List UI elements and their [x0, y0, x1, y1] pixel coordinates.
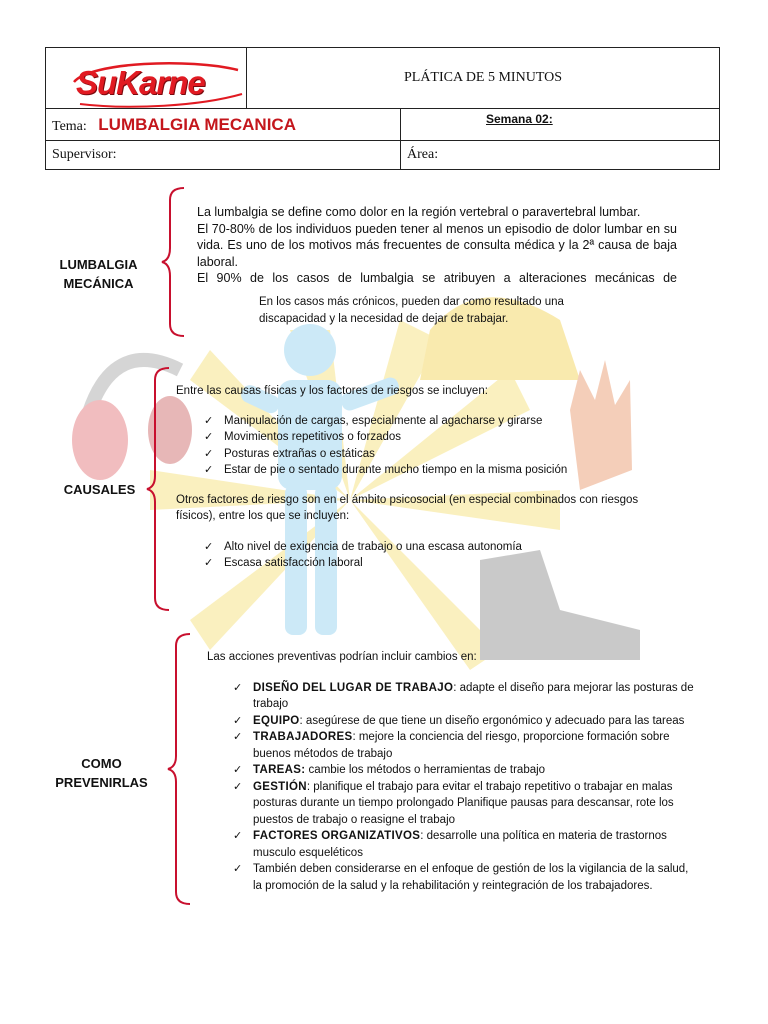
semana-label: Semana 02:: [401, 109, 720, 141]
ear-muffs-icon: [72, 360, 192, 480]
causales-list: [202, 413, 676, 479]
document-title: PLÁTICA DE 5 MINUTOS: [247, 48, 720, 109]
causales-text: [176, 383, 676, 572]
list-item: [231, 779, 697, 829]
label-line: LUMBALGIA: [59, 257, 138, 272]
prevenir-text: [207, 649, 697, 894]
label-line: COMO: [81, 756, 122, 771]
list-item: [231, 713, 697, 730]
causales-list-2: [202, 539, 676, 572]
header-table: [45, 47, 720, 170]
paragraph: La lumbalgia se define como dolor en la región vertebral o paravertebral lumbar.: [197, 205, 641, 219]
item-text: : adapte el diseño para mejorar las posturas de trabajo: [253, 681, 694, 710]
lumbalgia-text: [197, 204, 677, 287]
lumbalgia-section-label: [46, 255, 151, 293]
causales-section-label: CAUSALES: [63, 482, 136, 497]
item-bold: FACTORES ORGANIZATIVOS: [253, 830, 421, 842]
prevenir-list: [231, 680, 697, 895]
item-text: cambie los métodos o herramientas de trabajo: [305, 764, 546, 776]
logo-text: SuKarne: [76, 64, 205, 101]
paragraph: discapacidad y la necesidad de dejar de trabajar.: [259, 312, 509, 325]
tema-label: Tema:: [52, 118, 87, 134]
item-text: : asegúrese de que tiene un diseño ergonómico y adecuado para las tareas: [299, 714, 685, 727]
list-item: ✓ Alto nivel de exigencia de trabajo o una escasa autonomía: [202, 539, 676, 556]
tema-row: [46, 109, 401, 141]
label-line: PREVENIRLAS: [55, 775, 148, 790]
area-label: Área:: [401, 141, 720, 170]
list-item: [231, 828, 697, 861]
item-text: : planifique el trabajo para evitar el trabajo repetitivo o trabajar en malas posturas durante un tiempo prolongado Planifique pausas para descansar, rote los puestos de trabajo o reasigne el trabajo: [253, 780, 674, 826]
section-brace-icon: [160, 186, 186, 338]
list-item: [231, 729, 697, 762]
item-text: : desarrolle una política en materia de trastornos musculo esqueléticos: [253, 830, 667, 859]
label-line: MECÁNICA: [63, 276, 134, 291]
paragraph: En los casos más crónicos, pueden dar como resultado una: [259, 296, 564, 308]
logo-swoosh-icon: [70, 60, 250, 110]
section-brace-icon: [166, 632, 192, 906]
list-item: ✓ Movimientos repetitivos o forzados: [202, 429, 676, 446]
sukarne-logo: [76, 64, 205, 102]
paragraph: Las acciones preventivas podrían incluir cambios en:: [207, 651, 477, 663]
list-item: [231, 762, 697, 779]
lumbalgia-note: [259, 294, 659, 327]
paragraph: El 70-80% de los individuos pueden tener al menos un episodio de dolor lumbar en su vida. Es uno de los motivos más frecuentes de consulta médica y la 2ª causa de baja laboral.: [197, 221, 677, 269]
list-item: [231, 680, 697, 713]
list-item: ✓ Estar de pie o sentado durante mucho tiempo en la misma posición: [202, 462, 676, 479]
list-item: ✓ Posturas extrañas o estáticas: [202, 446, 676, 463]
item-bold: GESTIÓN: [253, 780, 307, 793]
item-bold: TRABAJADORES: [253, 731, 353, 743]
paragraph: Entre las causas físicas y los factores de riesgos se incluyen:: [176, 385, 488, 397]
item-bold: DISEÑO DEL LUGAR DE TRABAJO: [253, 681, 454, 694]
paragraph: Otros factores de riesgo son en el ámbito psicosocial (en especial combinados con riesgos físicos), entre los que se incluyen:: [176, 493, 639, 522]
item-bold: TAREAS:: [253, 764, 306, 776]
tema-value: LUMBALGIA MECANICA: [98, 114, 296, 134]
section-brace-icon: [145, 366, 171, 612]
paragraph: El 90% de los casos de lumbalgia se atribuyen a alteraciones mecánicas de: [197, 271, 677, 285]
prevenir-section-label: [44, 754, 159, 792]
item-text: : mejore la conciencia del riesgo, proporcione formación sobre buenos métodos de trabajo: [253, 731, 670, 760]
item-bold: EQUIPO: [253, 714, 300, 727]
list-item: [231, 861, 697, 894]
list-item: ✓ Escasa satisfacción laboral: [202, 555, 676, 572]
list-item: ✓ Manipulación de cargas, especialmente al agacharse y girarse: [202, 413, 676, 430]
item-text: También deben considerarse en el enfoque de gestión de los la vigilancia de la salud, la promoción de la salud y la rehabilitación y reintegración de los trabajadores.: [253, 863, 689, 892]
supervisor-label: Supervisor:: [46, 141, 401, 170]
logo-cell: [46, 48, 247, 109]
